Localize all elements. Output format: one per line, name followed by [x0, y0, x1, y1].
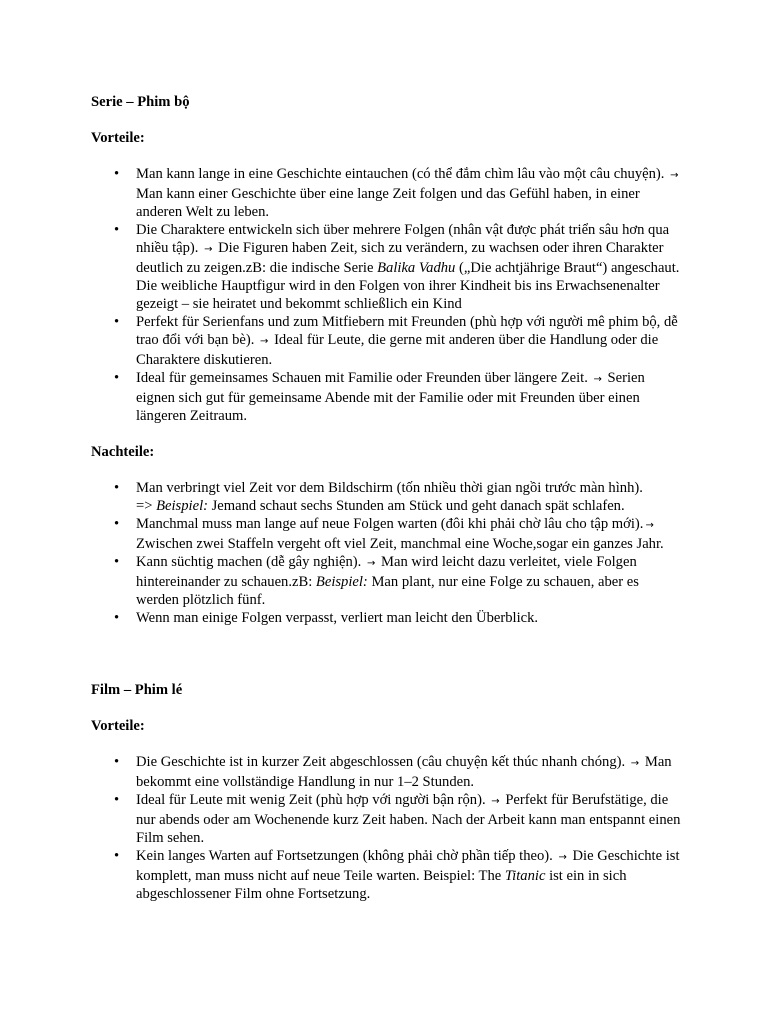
item-text: Man plant, nur eine Folge zu schauen, aber es werden plötzlich fünf. — [136, 574, 639, 608]
subheading-film-vorteile: Vorteile: — [91, 718, 145, 734]
item-text: Man kann lange in eine Geschichte eintauchen (có thể đắm chìm lâu vào một câu chuyện). — [136, 166, 665, 182]
list-item — [91, 515, 681, 553]
item-text: Wenn man einige Folgen verpasst, verliert man leicht den Überblick. — [136, 610, 539, 626]
item-text: Serien eignen sich gut für gemeinsame Abende mit der Familie oder mit Freunden über einen längeren Zeitraum. — [136, 370, 645, 424]
list-item — [91, 221, 681, 313]
item-text: Die Charaktere entwickeln sich über mehrere Folgen (nhân vật được phát triển sâu hơn qua nhiều tập). — [136, 222, 670, 256]
item-text: Ideal für gemeinsames Schauen mit Familie oder Freunden über längere Zeit. — [136, 370, 588, 386]
list-item — [91, 609, 681, 627]
section-heading-film: Film – Phim lé — [91, 682, 183, 698]
bullet-icon: • — [114, 314, 120, 330]
item-text: Man verbringt viel Zeit vor dem Bildschirm (tốn nhiều thời gian ngồi trước màn hình). — [136, 480, 643, 496]
item-text: Die Geschichte ist in kurzer Zeit abgeschlossen (câu chuyện kết thúc nhanh chóng). — [136, 754, 626, 770]
item-text: ist ein in sich abgeschlossener Film ohne Fortsetzung. — [136, 868, 627, 902]
list-item — [91, 369, 681, 425]
list-item — [91, 791, 681, 847]
bullet-icon: • — [114, 480, 120, 496]
list-item — [91, 753, 681, 791]
example-label: Beispiel: — [315, 574, 368, 590]
series-title: Balika Vadhu — [377, 260, 456, 276]
right-arrow-icon: → — [630, 758, 640, 769]
example-label: Beispiel: — [156, 498, 208, 514]
document-page — [91, 93, 681, 903]
item-text: („Die achtjährige Braut“) angeschaut. Die weibliche Hauptfigur wird in den Folgen von ihrer Kindheit bis ins Erwachsenenalter gezeigt – sie heiratet und bekommt schließlich ein Kind — [136, 260, 680, 312]
right-arrow-icon: → — [366, 558, 376, 569]
item-text: => — [136, 498, 157, 514]
item-text: Perfekt für Berufstätige, die nur abends oder am Wochenende kurz Zeit haben. Nach der Arbeit kann man entspannt einen Film sehen. — [136, 792, 681, 846]
bullet-icon: • — [114, 754, 120, 770]
bullet-icon: • — [114, 848, 120, 864]
item-text: Die Figuren haben Zeit, sich zu verändern, zu wachsen oder ihren Charakter deutlich zu zeigen.zB: die indische Serie — [136, 240, 664, 276]
list-item — [91, 479, 681, 515]
subheading-serie-vorteile: Vorteile: — [91, 130, 145, 146]
bullet-icon: • — [114, 370, 120, 386]
list-serie-nachteile — [91, 479, 681, 627]
right-arrow-icon: → — [670, 170, 679, 181]
bullet-icon: • — [114, 516, 120, 532]
item-text: Ideal für Leute, die gerne mit anderen über die Handlung oder die Charaktere diskutieren. — [136, 332, 659, 368]
bullet-icon: • — [114, 166, 120, 182]
item-text: Die Geschichte ist komplett, man muss nicht auf neue Teile warten. Beispiel: The — [136, 848, 680, 884]
right-arrow-icon: → — [558, 852, 567, 863]
item-text: Perfekt für Serienfans und zum Mitfiebern mit Freunden (phù hợp với người mê phim bộ, dễ trao đổi với bạn bè). — [136, 314, 678, 348]
list-film-vorteile — [91, 753, 681, 903]
right-arrow-icon: → — [645, 520, 654, 531]
item-text: Kein langes Warten auf Fortsetzungen (không phải chờ phần tiếp theo). — [136, 848, 553, 864]
section-heading-serie: Serie – Phim bộ — [91, 94, 190, 110]
item-text: Ideal für Leute mit wenig Zeit (phù hợp với người bận rộn). — [136, 792, 486, 808]
subheading-serie-nachteile: Nachteile: — [91, 444, 155, 460]
right-arrow-icon: → — [260, 336, 269, 347]
bullet-icon: • — [114, 610, 120, 626]
item-text: Man kann einer Geschichte über eine lange Zeit folgen und das Gefühl haben, in einer anderen Welt zu leben. — [136, 186, 640, 220]
item-text: Zwischen zwei Staffeln vergeht oft viel Zeit, manchmal eine Woche,sogar ein ganzes Jahr. — [136, 536, 664, 552]
list-item — [91, 313, 681, 369]
bullet-icon: • — [114, 222, 120, 238]
item-text: Man wird leicht dazu verleitet, viele Folgen hintereinander zu schauen.zB: — [136, 554, 637, 590]
item-text: Man bekommt eine vollständige Handlung in nur 1–2 Stunden. — [136, 754, 672, 790]
list-serie-vorteile — [91, 165, 681, 425]
bullet-icon: • — [114, 792, 120, 808]
right-arrow-icon: → — [491, 796, 500, 807]
list-item — [91, 165, 681, 221]
list-item — [91, 847, 681, 903]
list-item — [91, 553, 681, 609]
right-arrow-icon: → — [204, 244, 213, 255]
item-text: Jemand schaut sechs Stunden am Stück und geht danach spät schlafen. — [207, 498, 625, 514]
bullet-icon: • — [114, 554, 120, 570]
item-text: Kann süchtig machen (dễ gây nghiện). — [136, 554, 362, 570]
right-arrow-icon: → — [593, 374, 602, 385]
film-title: Titanic — [504, 868, 546, 884]
item-text: Manchmal muss man lange auf neue Folgen warten (đôi khi phải chờ lâu cho tập mới). — [136, 516, 644, 532]
